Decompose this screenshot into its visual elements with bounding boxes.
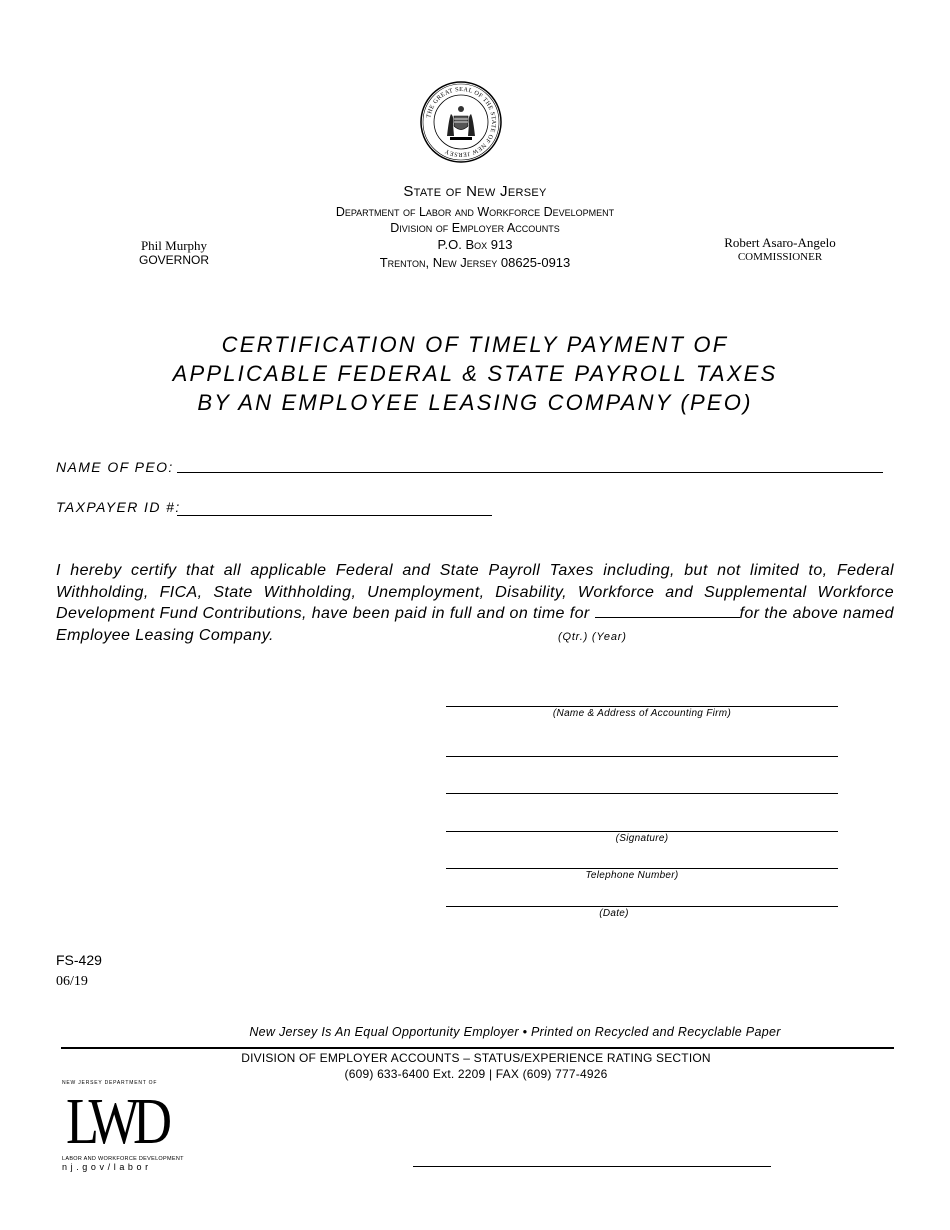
state-name: State of New Jersey: [403, 183, 547, 200]
title-line-2: APPLICABLE FEDERAL & STATE PAYROLL TAXES: [172, 361, 778, 386]
seal-text: THE GREAT SEAL OF THE STATE OF NEW JERSEY: [425, 85, 498, 159]
name-of-peo-label: NAME OF PEO:: [56, 459, 174, 475]
form-revision: 06/19: [56, 974, 88, 989]
logo-url: nj.gov/labor: [62, 1162, 152, 1172]
logo-bottom-text: LABOR AND WORKFORCE DEVELOPMENT: [62, 1156, 184, 1162]
division-name: Division of Employer Accounts: [390, 221, 560, 235]
lwd-logo: [62, 1080, 184, 1192]
state-seal-image: [420, 80, 502, 164]
signature-line[interactable]: [446, 831, 838, 832]
taxpayer-id-field[interactable]: [177, 515, 492, 516]
po-box: P.O. Box 913: [437, 237, 513, 252]
governor-block: [124, 238, 224, 268]
governor-title: GOVERNOR: [138, 253, 209, 267]
logo-letters: LWD: [66, 1085, 166, 1158]
commissioner-block: [700, 235, 860, 265]
certification-statement: I hereby certify that all applicable Federal and State Payroll Taxes including, but not limited to, Federal Withholding, FICA, State Withholding, Unemployment, Disability, Workforce and Supplemental Workforce Development Fund Contributions, have been paid in full and on time for for the above named Employee Leasing Company.: [56, 562, 894, 644]
accounting-firm-line[interactable]: [446, 706, 838, 707]
footer-divider: [61, 1047, 894, 1049]
form-number: FS-429: [56, 952, 102, 968]
period-field[interactable]: [595, 603, 740, 618]
date-caption: (Date): [599, 908, 629, 919]
governor-name: Phil Murphy: [140, 238, 208, 253]
signature-caption: (Signature): [615, 833, 669, 844]
date-line[interactable]: [446, 906, 838, 907]
logo-top-text: NEW JERSEY DEPARTMENT OF: [62, 1080, 158, 1086]
equal-opportunity-note: New Jersey Is An Equal Opportunity Employer • Printed on Recycled and Recyclable Paper: [249, 1025, 781, 1039]
footer-section: DIVISION OF EMPLOYER ACCOUNTS – STATUS/EXPERIENCE RATING SECTION: [241, 1051, 711, 1065]
telephone-line[interactable]: [446, 868, 838, 869]
title-line-3: BY AN EMPLOYEE LEASING COMPANY (PEO): [197, 390, 753, 415]
name-of-peo-field[interactable]: [177, 472, 883, 473]
footer-contact: (609) 633-6400 Ext. 2209 | FAX (609) 777-4926: [344, 1067, 608, 1081]
commissioner-title: COMMISSIONER: [737, 251, 823, 263]
bottom-rule: [413, 1166, 771, 1167]
period-caption: (Qtr.) (Year): [558, 631, 627, 643]
form-title: [0, 330, 950, 417]
city-address: Trenton, New Jersey 08625-0913: [379, 255, 571, 270]
taxpayer-id-label: TAXPAYER ID #:: [56, 499, 181, 515]
address-line-2[interactable]: [446, 793, 838, 794]
title-line-1: CERTIFICATION OF TIMELY PAYMENT OF: [221, 332, 729, 357]
commissioner-name: Robert Asaro-Angelo: [724, 235, 836, 250]
address-line-1[interactable]: [446, 756, 838, 757]
telephone-caption: Telephone Number): [585, 870, 679, 881]
department-name: Department of Labor and Workforce Development: [335, 205, 615, 219]
accounting-firm-caption: (Name & Address of Accounting Firm): [552, 708, 732, 719]
